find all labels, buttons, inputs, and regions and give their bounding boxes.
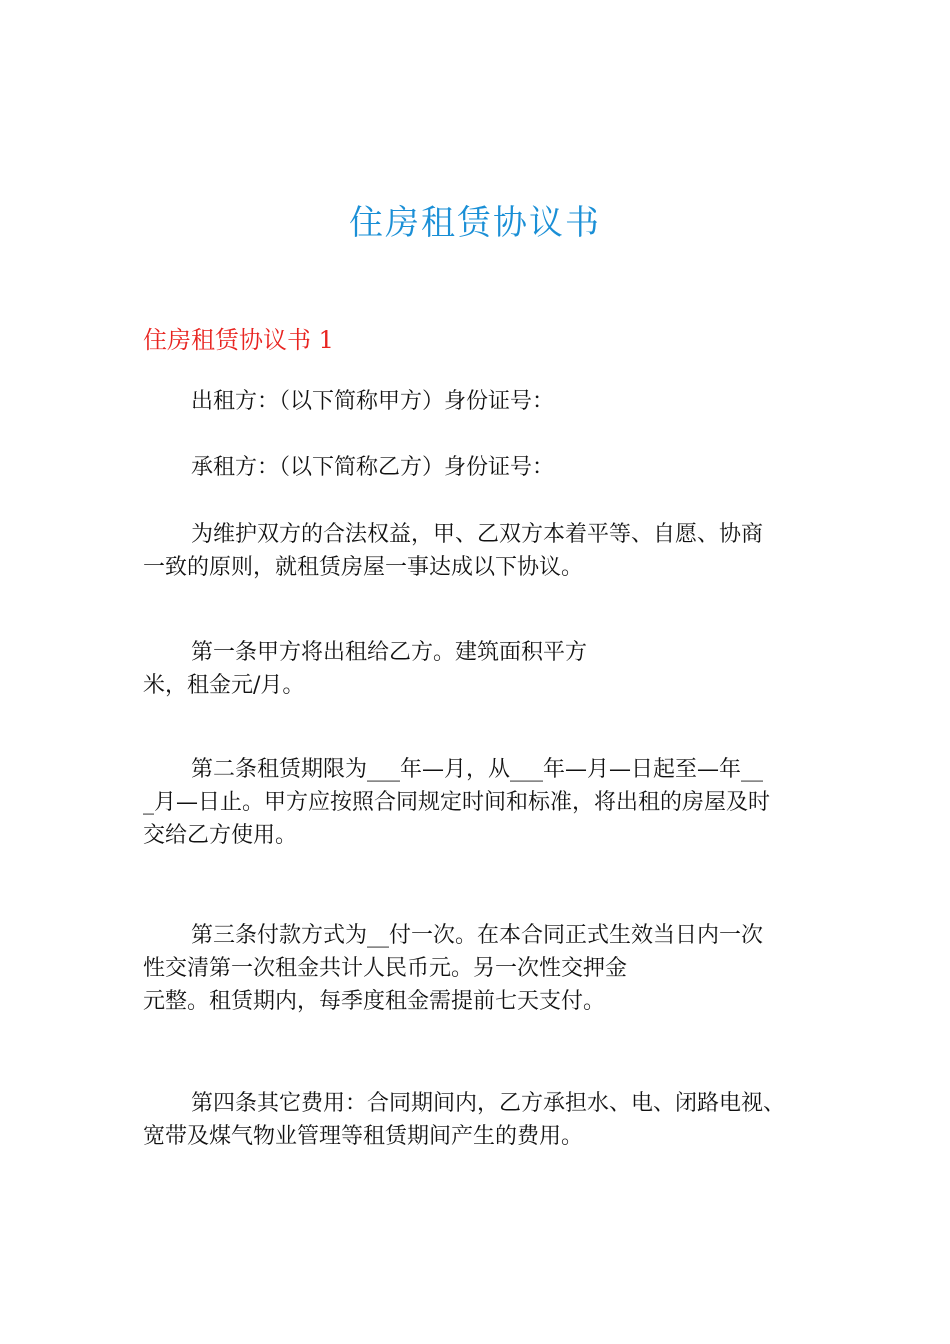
paragraph-line: 米，租金元/月。 bbox=[143, 673, 305, 698]
section-heading: 住房租赁协议书 1 bbox=[143, 326, 334, 354]
paragraph-line: 宽带及煤气物业管理等租赁期间产生的费用。 bbox=[143, 1124, 584, 1149]
paragraph-article-3 bbox=[143, 919, 843, 1018]
paragraph-lessor bbox=[143, 385, 843, 418]
paragraph-line: 一致的原则，就租赁房屋一事达成以下协议。 bbox=[143, 555, 584, 580]
paragraph-line: _月—日止。甲方应按照合同规定时间和标准，将出租的房屋及时 bbox=[143, 790, 771, 815]
paragraph-line: 承租方：（以下简称乙方）身份证号： bbox=[191, 455, 555, 480]
paragraph-line: 为维护双方的合法权益，甲、乙双方本着平等、自愿、协商 bbox=[191, 522, 764, 547]
paragraph-line: 第一条甲方将出租给乙方。建筑面积平方 bbox=[191, 640, 588, 665]
paragraph-article-4 bbox=[143, 1087, 843, 1153]
paragraph-line: 性交清第一次租金共计人民币元。另一次性交押金 bbox=[143, 956, 628, 981]
paragraph-article-2 bbox=[143, 753, 843, 852]
paragraph-line: 第三条付款方式为__付一次。在本合同正式生效当日内一次 bbox=[191, 923, 764, 948]
document-title: 住房租赁协议书 bbox=[349, 203, 601, 243]
paragraph-article-1 bbox=[143, 636, 843, 702]
paragraph-preamble bbox=[143, 518, 843, 584]
paragraph-line: 出租方：（以下简称甲方）身份证号： bbox=[191, 389, 555, 414]
paragraph-line: 交给乙方使用。 bbox=[143, 823, 298, 848]
paragraph-line: 第二条租赁期限为___年—月，从___年—月—日起至—年__ bbox=[191, 757, 764, 782]
paragraph-lessee bbox=[143, 451, 843, 484]
paragraph-line: 元整。租赁期内，每季度租金需提前七天支付。 bbox=[143, 989, 606, 1014]
paragraph-line: 第四条其它费用：合同期间内，乙方承担水、电、闭路电视、 bbox=[191, 1091, 786, 1116]
